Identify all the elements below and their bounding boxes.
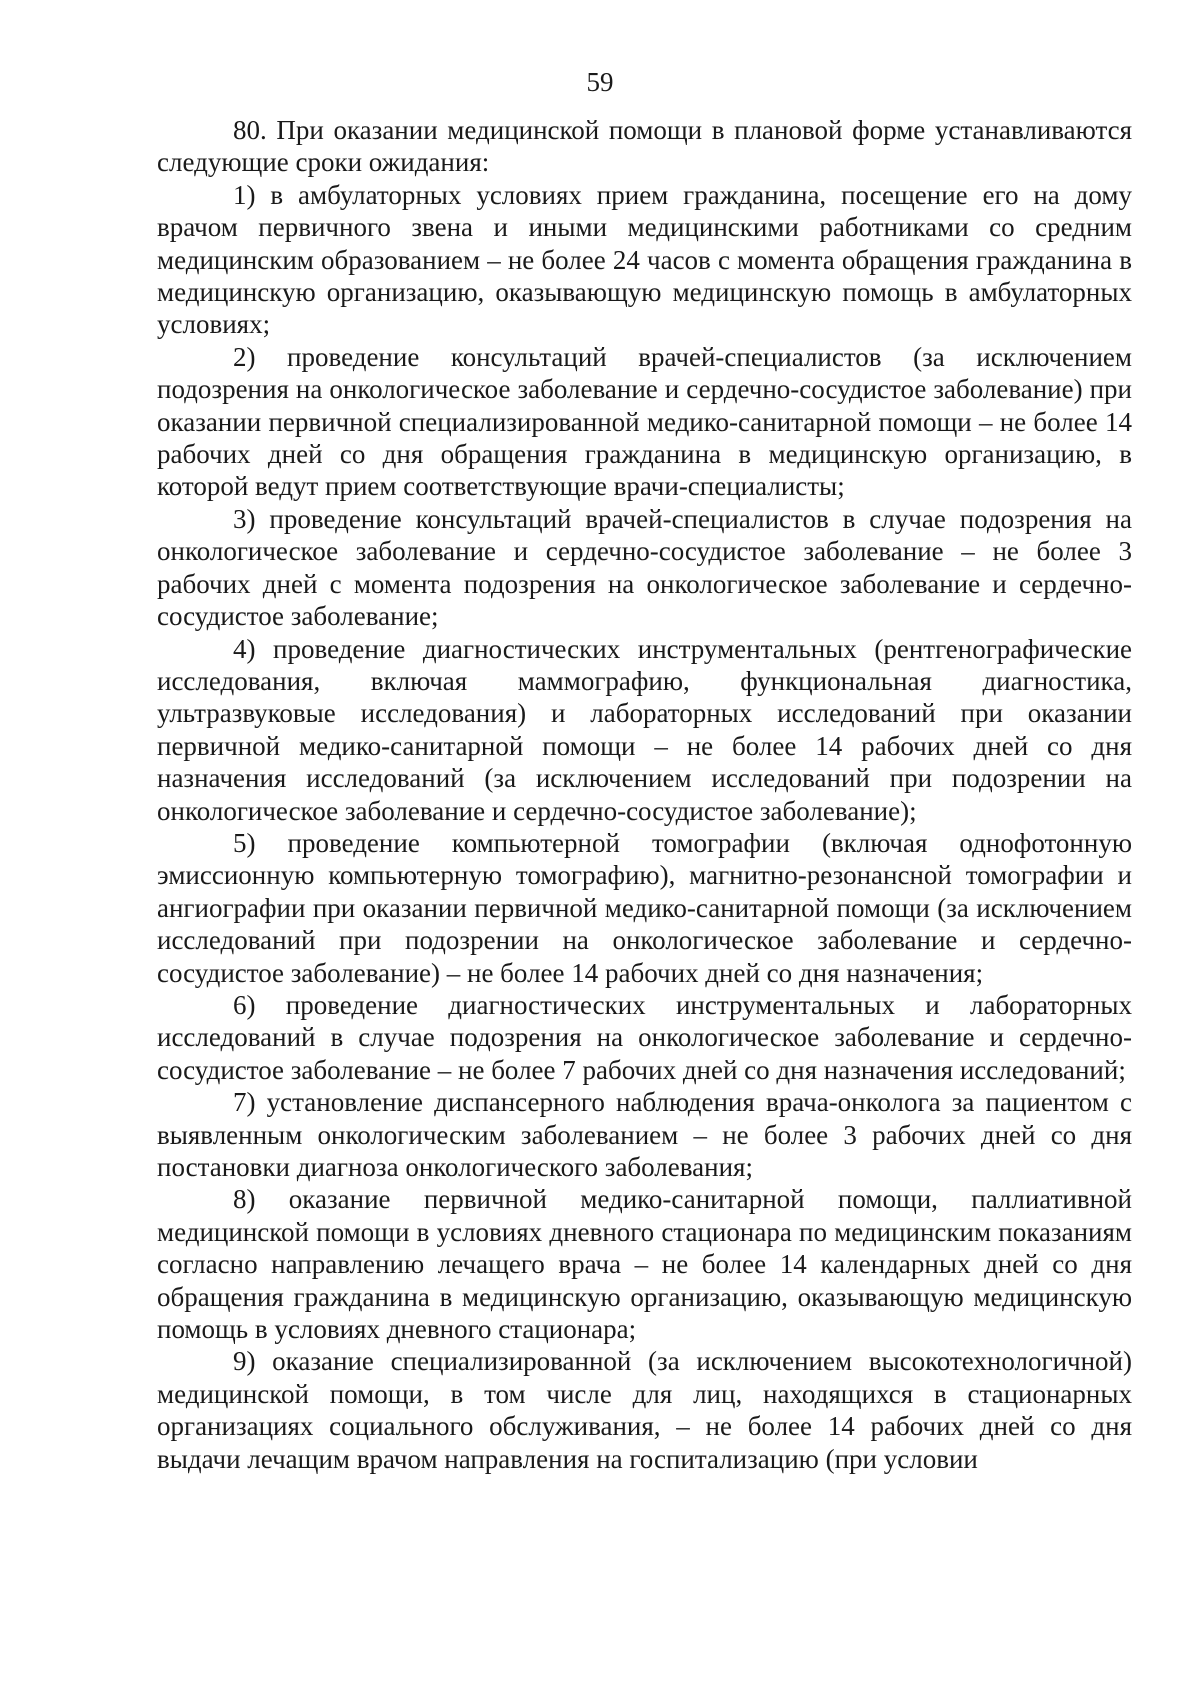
list-item-3: 3) проведение консультаций врачей-специалистов в случае подозрения на онкологическое заболевание и сердечно-сосудистое заболевание – не более 3 рабочих дней с момента подозрения на онкологическое заболевание и сердечно-сосудистое заболевание; (157, 503, 1132, 632)
list-item-2: 2) проведение консультаций врачей-специалистов (за исключением подозрения на онкологическое заболевание и сердечно-сосудистое заболевание) при оказании первичной специализированной медико-санитарной помощи – не более 14 рабочих дней со дня обращения гражданина в медицинскую организацию, в которой ведут прием соответствующие врачи-специалисты; (157, 341, 1132, 502)
list-item-8: 8) оказание первичной медико-санитарной помощи, паллиативной медицинской помощи в условиях дневного стационара по медицинским показаниям согласно направлению лечащего врача – не более 14 календарных дней со дня обращения гражданина в медицинскую организацию, оказывающую медицинскую помощь в условиях дневного стационара; (157, 1184, 1132, 1345)
list-item-9: 9) оказание специализированной (за исключением высокотехнологичной) медицинской помощи, в том числе для лиц, находящихся в стационарных организациях социального обслуживания, – не более 14 рабочих дней со дня выдачи лечащим врачом направления на госпитализацию (при условии (157, 1346, 1132, 1474)
page-number: 59 (586, 67, 614, 97)
document-body (157, 114, 1132, 1475)
list-item-7: 7) установление диспансерного наблюдения врача-онколога за пациентом с выявленным онкологическим заболеванием – не более 3 рабочих дней со дня постановки диагноза онкологического заболевания; (157, 1087, 1132, 1182)
list-item-4: 4) проведение диагностических инструментальных (рентгенографические исследования, включая маммографию, функциональная диагностика, ультразвуковые исследования) и лабораторных исследований при оказании первичной медико-санитарной помощи – не более 14 рабочих дней со дня назначения исследований (за исключением исследований при подозрении на онкологическое заболевание и сердечно-сосудистое заболевание); (157, 633, 1132, 826)
paragraph-80: 80. При оказании медицинской помощи в плановой форме устанавливаются следующие сроки ожидания: (157, 115, 1132, 178)
list-item-6: 6) проведение диагностических инструментальных и лабораторных исследований в случае подозрения на онкологическое заболевание и сердечно-сосудистое заболевание – не более 7 рабочих дней со дня назначения исследований; (157, 989, 1132, 1085)
list-item-5: 5) проведение компьютерной томографии (включая однофотонную эмиссионную компьютерную томографию), магнитно-резонансной томографии и ангиографии при оказании первичной медико-санитарной помощи (за исключением исследований при подозрении на онкологическое заболевание и сердечно-сосудистое заболевание) – не более 14 рабочих дней со дня назначения; (157, 827, 1132, 988)
list-item-1: 1) в амбулаторных условиях прием гражданина, посещение его на дому врачом первичного звена и иными медицинскими работниками со средним медицинским образованием – не более 24 часов с момента обращения гражданина в медицинскую организацию, оказывающую медицинскую помощь в амбулаторных условиях; (157, 179, 1132, 340)
